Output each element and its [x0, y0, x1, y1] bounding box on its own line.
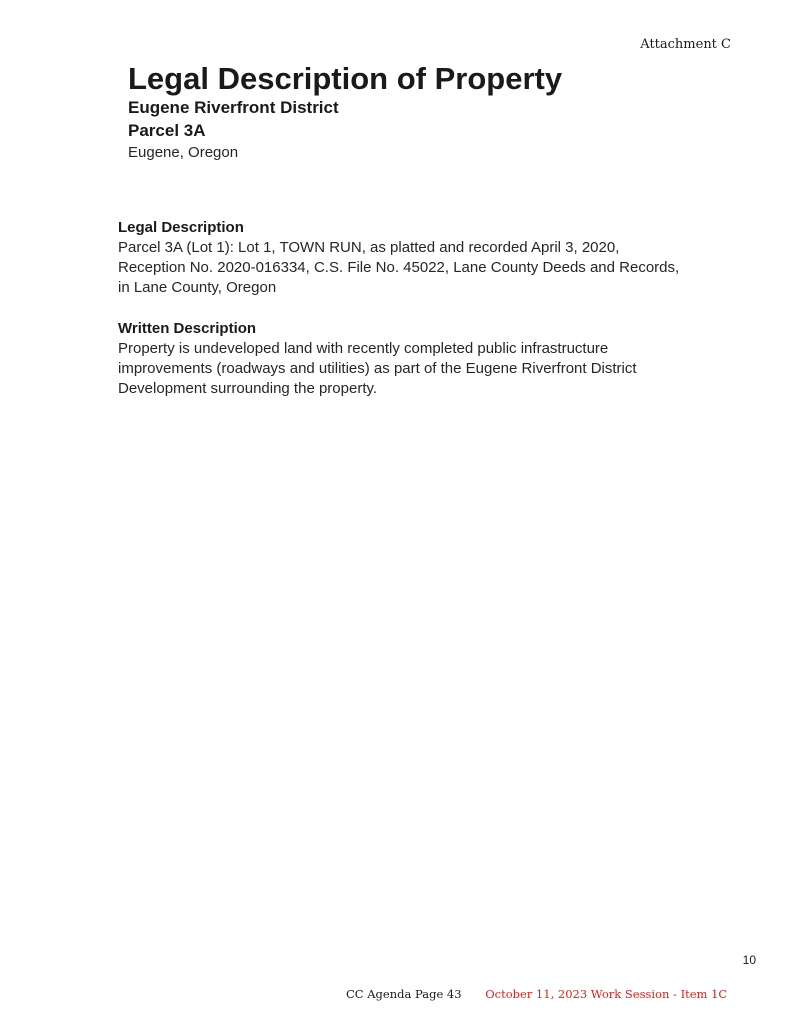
legal-description-section	[118, 218, 738, 298]
attachment-label: Attachment C	[640, 37, 731, 52]
title-block	[128, 61, 562, 163]
written-description-text	[118, 339, 738, 399]
written-description-heading: Written Description	[118, 320, 257, 337]
written-description-line: improvements (roadways and utilities) as part of the Eugene Riverfront District	[118, 360, 637, 377]
page-title: Legal Description of Property	[128, 61, 563, 96]
written-description-section	[118, 319, 738, 399]
legal-description-line: in Lane County, Oregon	[118, 279, 277, 296]
page-number: 10	[742, 953, 756, 967]
written-description-line: Development surrounding the property.	[118, 380, 378, 397]
written-description-line: Property is undeveloped land with recently completed public infrastructure	[118, 340, 609, 357]
parcel-label: Parcel 3A	[128, 121, 206, 140]
legal-description-line: Parcel 3A (Lot 1): Lot 1, TOWN RUN, as platted and recorded April 3, 2020,	[118, 239, 620, 256]
location-label: Eugene, Oregon	[128, 144, 239, 161]
agenda-page-label: CC Agenda Page 43	[346, 987, 462, 1001]
district-subtitle: Eugene Riverfront District	[128, 98, 339, 117]
page-footer	[346, 987, 727, 1001]
legal-description-heading: Legal Description	[118, 219, 244, 236]
legal-description-line: Reception No. 2020-016334, C.S. File No. 45022, Lane County Deeds and Records,	[118, 259, 680, 276]
legal-description-text	[118, 238, 738, 298]
session-label: October 11, 2023 Work Session - Item 1C	[485, 987, 728, 1001]
